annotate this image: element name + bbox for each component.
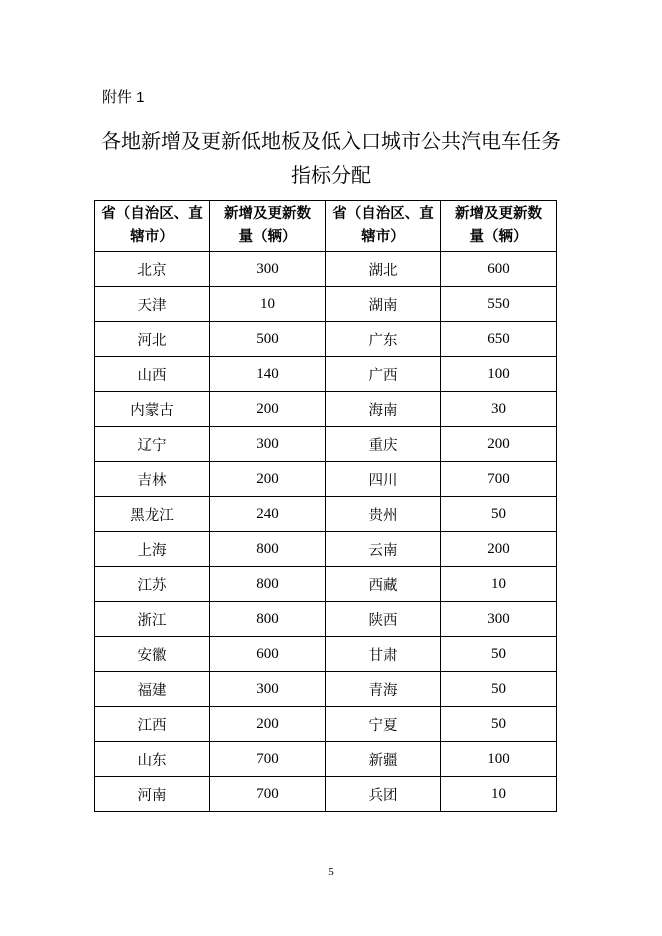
region-cell: 贵州 <box>326 497 441 532</box>
header-region-a <box>95 201 210 252</box>
table-row <box>95 602 557 637</box>
quota-table <box>94 200 557 812</box>
count-cell: 240 <box>210 497 326 532</box>
header-count-b-line-2: 量（辆） <box>469 229 528 245</box>
table-row <box>95 567 557 602</box>
region-cell: 广西 <box>326 357 441 392</box>
count-cell: 50 <box>441 707 557 742</box>
region-cell: 海南 <box>326 392 441 427</box>
region-cell: 湖北 <box>326 252 441 287</box>
table-row <box>95 742 557 777</box>
table-row <box>95 672 557 707</box>
count-cell: 50 <box>441 637 557 672</box>
count-cell: 800 <box>210 567 326 602</box>
count-cell: 650 <box>441 322 557 357</box>
count-cell: 800 <box>210 602 326 637</box>
quota-table-header <box>95 201 557 252</box>
count-cell: 200 <box>441 427 557 462</box>
region-cell: 广东 <box>326 322 441 357</box>
count-cell: 800 <box>210 532 326 567</box>
region-cell: 安徽 <box>95 637 210 672</box>
count-cell: 10 <box>441 777 557 812</box>
count-cell: 200 <box>210 462 326 497</box>
region-cell: 陕西 <box>326 602 441 637</box>
region-cell: 河北 <box>95 322 210 357</box>
count-cell: 100 <box>441 742 557 777</box>
header-region-b <box>326 201 441 252</box>
region-cell: 兵团 <box>326 777 441 812</box>
document-title <box>0 124 662 192</box>
count-cell: 100 <box>441 357 557 392</box>
header-count-b <box>441 201 557 252</box>
header-count-a <box>210 201 326 252</box>
header-region-a-line-2: 辖市） <box>130 229 174 245</box>
region-cell: 甘肃 <box>326 637 441 672</box>
region-cell: 浙江 <box>95 602 210 637</box>
region-cell: 云南 <box>326 532 441 567</box>
header-count-a-line-1: 新增及更新数 <box>224 206 311 222</box>
header-region-b-line-1: 省（自治区、直 <box>332 206 434 222</box>
header-region-a-line-1: 省（自治区、直 <box>101 206 203 222</box>
region-cell: 辽宁 <box>95 427 210 462</box>
region-cell: 上海 <box>95 532 210 567</box>
count-cell: 600 <box>441 252 557 287</box>
table-row <box>95 392 557 427</box>
table-row <box>95 532 557 567</box>
count-cell: 200 <box>210 392 326 427</box>
table-row <box>95 497 557 532</box>
count-cell: 500 <box>210 322 326 357</box>
count-cell: 200 <box>210 707 326 742</box>
table-row <box>95 357 557 392</box>
count-cell: 10 <box>441 567 557 602</box>
header-row <box>95 201 557 252</box>
count-cell: 600 <box>210 637 326 672</box>
count-cell: 550 <box>441 287 557 322</box>
table-row <box>95 777 557 812</box>
region-cell: 内蒙古 <box>95 392 210 427</box>
count-cell: 300 <box>210 427 326 462</box>
count-cell: 300 <box>441 602 557 637</box>
region-cell: 黑龙江 <box>95 497 210 532</box>
region-cell: 山西 <box>95 357 210 392</box>
region-cell: 宁夏 <box>326 707 441 742</box>
region-cell: 湖南 <box>326 287 441 322</box>
table-row <box>95 287 557 322</box>
count-cell: 700 <box>441 462 557 497</box>
region-cell: 山东 <box>95 742 210 777</box>
region-cell: 吉林 <box>95 462 210 497</box>
region-cell: 天津 <box>95 287 210 322</box>
document-title-line-1: 各地新增及更新低地板及低入口城市公共汽电车任务 <box>101 129 561 153</box>
count-cell: 300 <box>210 252 326 287</box>
count-cell: 300 <box>210 672 326 707</box>
region-cell: 北京 <box>95 252 210 287</box>
region-cell: 重庆 <box>326 427 441 462</box>
table-row <box>95 637 557 672</box>
header-region-b-line-2: 辖市） <box>361 229 405 245</box>
region-cell: 江苏 <box>95 567 210 602</box>
header-count-b-line-1: 新增及更新数 <box>455 206 542 222</box>
count-cell: 700 <box>210 777 326 812</box>
region-cell: 青海 <box>326 672 441 707</box>
count-cell: 50 <box>441 497 557 532</box>
quota-table-body <box>95 252 557 812</box>
region-cell: 江西 <box>95 707 210 742</box>
count-cell: 700 <box>210 742 326 777</box>
region-cell: 西藏 <box>326 567 441 602</box>
table-row <box>95 462 557 497</box>
table-row <box>95 427 557 462</box>
header-count-a-line-2: 量（辆） <box>238 229 297 245</box>
page-number: 5 <box>328 866 334 878</box>
region-cell: 福建 <box>95 672 210 707</box>
count-cell: 140 <box>210 357 326 392</box>
region-cell: 河南 <box>95 777 210 812</box>
document-title-line-2: 指标分配 <box>291 163 371 187</box>
count-cell: 200 <box>441 532 557 567</box>
count-cell: 50 <box>441 672 557 707</box>
table-row <box>95 707 557 742</box>
count-cell: 10 <box>210 287 326 322</box>
attachment-label: 附件 1 <box>102 89 145 106</box>
region-cell: 新疆 <box>326 742 441 777</box>
table-row <box>95 322 557 357</box>
region-cell: 四川 <box>326 462 441 497</box>
table-row <box>95 252 557 287</box>
count-cell: 30 <box>441 392 557 427</box>
